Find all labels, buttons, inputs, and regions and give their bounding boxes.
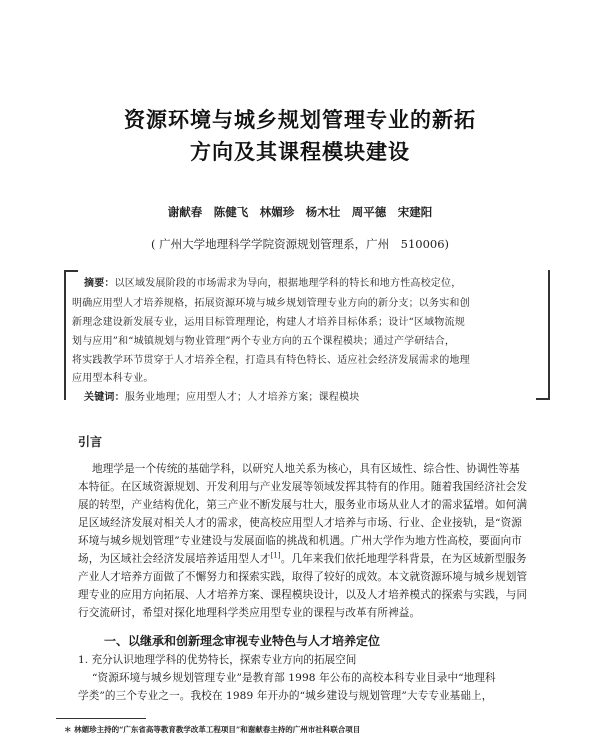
body-line: “资源环境与城乡规划管理专业”是教育部 1998 年公布的高校本科专业目录中“地理科 [92,672,496,684]
abstract-line-2: 明确应用型人才培养规格，拓展资源环境与城乡规划管理专业方向的新分支；以务实和创 [72,298,470,309]
body-line-with-citation [78,551,558,566]
abstract-line-3: 新理念建设新发展专业，运用目标管理理论，构建人才培养目标体系；设计“区域物流规 [72,317,465,328]
subsection-heading-1: 1. 充分认识地理学科的优势特长，探索专业方向的拓展空间 [78,654,357,666]
abstract-corner-bottom [536,398,550,400]
body-line: 地理学是一个传统的基础学科，以研究人地关系为核心，具有区域性、综合性、协调性等基 [92,463,520,475]
abstract-label: 摘要： [84,278,115,289]
author-list: 谢献春 陈健飞 林媚珍 杨木壮 周平德 宋建阳 [167,205,433,219]
body-line: 展的转型，产业结构优化，第三产业不断发展与壮大，服务业市场从业人才的需求猛增。如何满 [78,499,528,511]
abstract-corner-top [64,270,78,272]
body-line: 本特征。在区域资源规划、开发利用与产业发展等领域发挥其特有的作用。随着我国经济社会发 [78,481,528,493]
paper-title-line1: 资源环境与城乡规划管理专业的新拓 [124,108,476,132]
section-heading-1: 一、以继承和创新理念审视专业特色与人才培养定位 [104,634,381,648]
body-line: 足区域经济发展对相关人才的需求，使高校应用型人才培养与市场、行业、企业接轨，是“资源 [78,517,522,529]
body-line: 产业人才培养方面做了不懈努力和探索实践，取得了较好的成效。本文就资源环境与城乡规划管 [78,571,528,583]
abstract-line-5: 将实践教学环节贯穿于人才培养全程，打造具有特色特长、适应社会经济发展需求的地理 [72,355,470,366]
affiliation: ( 广州大学地理科学学院资源规划管理系，广州 510006) [150,237,450,251]
footnote-rule [56,718,146,719]
body-line: 学类”的三个专业之一。我校在 1989 年开办的“城乡建设与规划管理”大专专业基础上， [78,690,493,702]
paper-title-line2: 方向及其课程模块建设 [190,140,410,164]
keywords-text: 服务业地理；应用型人才；人才培养方案；课程模块 [124,392,360,403]
abstract-line-6: 应用型本科专业。 [72,373,154,384]
body-line: 环境与城乡规划管理”专业建设与发展面临的挑战和机遇。广州大学作为地方性高校，要面向市 [78,535,522,547]
keywords-line [84,388,359,403]
intro-heading: 引言 [78,435,103,449]
abstract-text-1: 以区域发展阶段的市场需求为导向，根据地理学科的特长和地方性高校定位， [114,278,462,289]
citation-ref: [1] [270,551,281,560]
body-line: 理专业的应用方向拓展、人才培养方案、课程模块设计，以及人才培养模式的探索与实践，与同 [78,589,528,601]
body-text: 场，为区域社会经济发展培养适用型人才 [78,553,271,565]
abstract-line-1 [84,274,461,289]
body-line: 行交流研讨，希望对探化地理科学类应用型专业的课程与改革有所裨益。 [78,607,421,619]
footnote: ＊ 林媚珍主持的“广东省高等教育教学改革工程项目”和谢献春主持的广州市社科联合项目 [64,725,361,734]
abstract-line-4: 划与应用”和“城镇规划与物业管理”两个专业方向的五个课程模块；通过产学研结合， [72,336,456,347]
keywords-label: 关键词： [84,392,125,403]
body-text: 。几年来我们依托地理学科背景，在为区域新型服务 [280,553,527,565]
